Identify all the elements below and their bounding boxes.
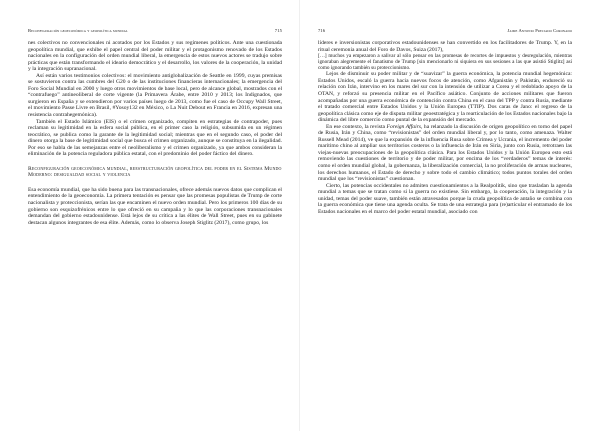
right-paragraph-1: líderes e inversionistas corporativos estadounidenses se han convertido en los facilitadores de Trump. Y, en la ritual ceremonia anual del Foro de Davos, Suiza (2017), bbox=[318, 40, 572, 53]
right-paragraph-2: Lejos de disminuir su poder militar y de “suavizar” la guerra económica, la potencia mundial hegemónica: Estados Unidos, escaló la guerra hacia nuevos focos de atención, como Afganistán y Pakistán, endureció su relación con Irán, intervino en los mares del sur con la intensión de utilizar a Corea y el redoblado apoyo de la OTAN, y reforzó su presencia militar en el Pacífico asiático. Conjunto de acciones militares que fueron acompañadas por una guerra económica de contención contra China en el caso del TPP y contra Rusia, mediante el tratado comercial entre Estados Unidos y la Unión Europea (TTIP). Dos caras de Jano: el regreso de la geopolítica clásica como eje de disputa militar geoestratégica y la rearticulación de los Estados nacionales bajo la dinámica del libre comercio como puntal de la expansión del mercado. bbox=[318, 71, 572, 124]
left-paragraph-3: También el Estado Islámico (EIS) o el crimen organizado, compiten en estrategias de contrapoder, pues reclaman su legitimidad en la esfera social pública, en el primer caso la religión, subsumida en un régimen teocrático, se publica como la garante de la legitimidad social; mientras que en el segundo caso, el poder del dinero otorga la base de legitimidad social que busca el crimen organizado, aunque se constituya en la ilegalidad. Por eso se habla de las semejanzas entre el neoliberalismo y el crimen organizado, ya que ambos consideran la eliminación de la potencia reguladora pública estatal, con el predominio del poder fáctico del dinero. bbox=[28, 118, 282, 158]
right-page-body bbox=[318, 40, 572, 215]
right-paragraph-4: Cierto, las potencias occidentales no admiten cuestionamientos a la Realpolitik, sino que trasladan la agenda mundial a temas que se tratan como si la guerra no existiese. Sin embargo, la cooperación, la integración y la unidad, temas del poder suave, también están atravesados porque la cruda geopolítica de antaño se combina con la guerra económica que tiene una agenda oculta. Se trata de una estrategia para (re)articular el entramado de los Estados nacionales en el marco del poder estatal mundial, asociado con bbox=[318, 182, 572, 215]
left-paragraph-1: nes colectivos no convencionales ni acotados por los Estados y sus regímenes políticos. Ante una cuestionada geopolítica mundial, que exhibe el papel central del poder militar y el protagonismo renovado de los Estados nacionales en la configuración del orden mundial liberal, la emergencia de estos nuevos actores se tradujo sobre prácticas que están transformando el ideario democrático y el desarrollo, los valores de la cooperación, la unidad y la integración supranacional. bbox=[28, 40, 282, 73]
left-paragraph-2: Así están varios testimonios colectivos: el movimiento antiglobalización de Seattle en 1999, cuyas premisas se sostuvieron contra las cumbres del G20 o de las instituciones financieras internacionales; la emergencia del Foro Social Mundial en 2000 y luego otros movimientos de base local, pero de alcance global, mostrados con el “contrafuego” antineoliberal de corte vigente (la Primavera Árabe, entre 2010 y 2013; los Indignados, que surgieron en España y se extendieron por varios países luego de 2013, como fue el caso de Occupy Wall Street, el movimiento Passe Livre en Brasil, #Yosoy132 en México, o La Nuit Debout en Francia en 2016, expresan una resistencia contrahegemónica). bbox=[28, 72, 282, 119]
right-running-head bbox=[318, 28, 572, 36]
journal-title: Foreign Affairs bbox=[386, 123, 421, 130]
right-running-head-author: Jaime Antonio Preciado Coronado bbox=[507, 28, 572, 33]
section-spacer bbox=[28, 179, 282, 187]
section-heading: Reconfiguración geoeconómica mundial, reestructuración geopolítica del poder en el Sistema Mundo Moderno: desigualdad social y violencia bbox=[28, 165, 282, 179]
book-gutter bbox=[299, 0, 300, 431]
right-page-number: 716 bbox=[318, 28, 326, 33]
left-page bbox=[28, 0, 282, 431]
para3-rest: , ha relanzado la discusión de origen geopolítico en torno del papel de Rusia, Irán y China, como “revisionistas” del orden mundial liberal y, por lo tanto, como amenaza. Walter Russell Mead (2014), ve que la expansión de la influencia Rusa sobre Crimea y Ucrania, el incremento del poder marítimo chino al ampliar sus territorios costeros o la influencia de Irán en Siria, junto con Rusia, retrotraen las viejas-nuevas preocupaciones de la geopolítica clásica. Para los Estados Unidos y la Unión Europea esto está removiendo las cuestiones de territorio y de poder militar, por encima de los “verdaderos” temas de interés: como el orden mundial global, la gobernanza, la liberalización comercial, la no proliferación de armas nucleares, los derechos humanos, el Estado de derecho y sobre todo el cambio climático; todos puntos torales del orden mundial que los “revisionistas” cuestionan. bbox=[318, 123, 572, 183]
left-paragraph-4: Esa economía mundial, que ha sido buena para las transnacionales, ofrece además nuevos datos que complican el entendimiento de la geoeconomía. La primera tentación es pensar que las promesas populistas de Trump de corte nacionalista y proteccionista, serían las que encaminen el nuevo orden mundial. Pero los primeros 100 días de su gobierno son esquizofrénicos entre lo que ofreció en su campaña y lo que las corporaciones transnacionales demandan del gobierno estadounidense. Está lejos de su crítica a las élites de Wall Street, pues en su gabinete destacan algunos integrantes de esa élite. Además, como lo observa Joseph Stiglitz (2017), como grupo, los bbox=[28, 186, 282, 226]
section-spacer bbox=[28, 158, 282, 166]
left-running-head bbox=[28, 28, 282, 36]
left-page-body bbox=[28, 40, 282, 226]
para3-lead: En ese contexto, la revista bbox=[326, 123, 387, 130]
left-page-number: 715 bbox=[274, 28, 282, 33]
right-page bbox=[318, 0, 572, 431]
right-paragraph-3 bbox=[318, 124, 572, 183]
block-quote: […] muchos ya empezaron a salivar al sólo pensar en las promesas de recortes de impuestos y desregulación, mientras ignoraban alegremente el fanatismo de Trump [sin mencionarlo ni siquiera en sus sesiones a las que asistió Stiglitz] así como ignorando también su proteccionismo. bbox=[318, 53, 572, 72]
left-running-head-title: Reconfiguración geoeconómica y geopolítica mundial bbox=[28, 28, 128, 33]
